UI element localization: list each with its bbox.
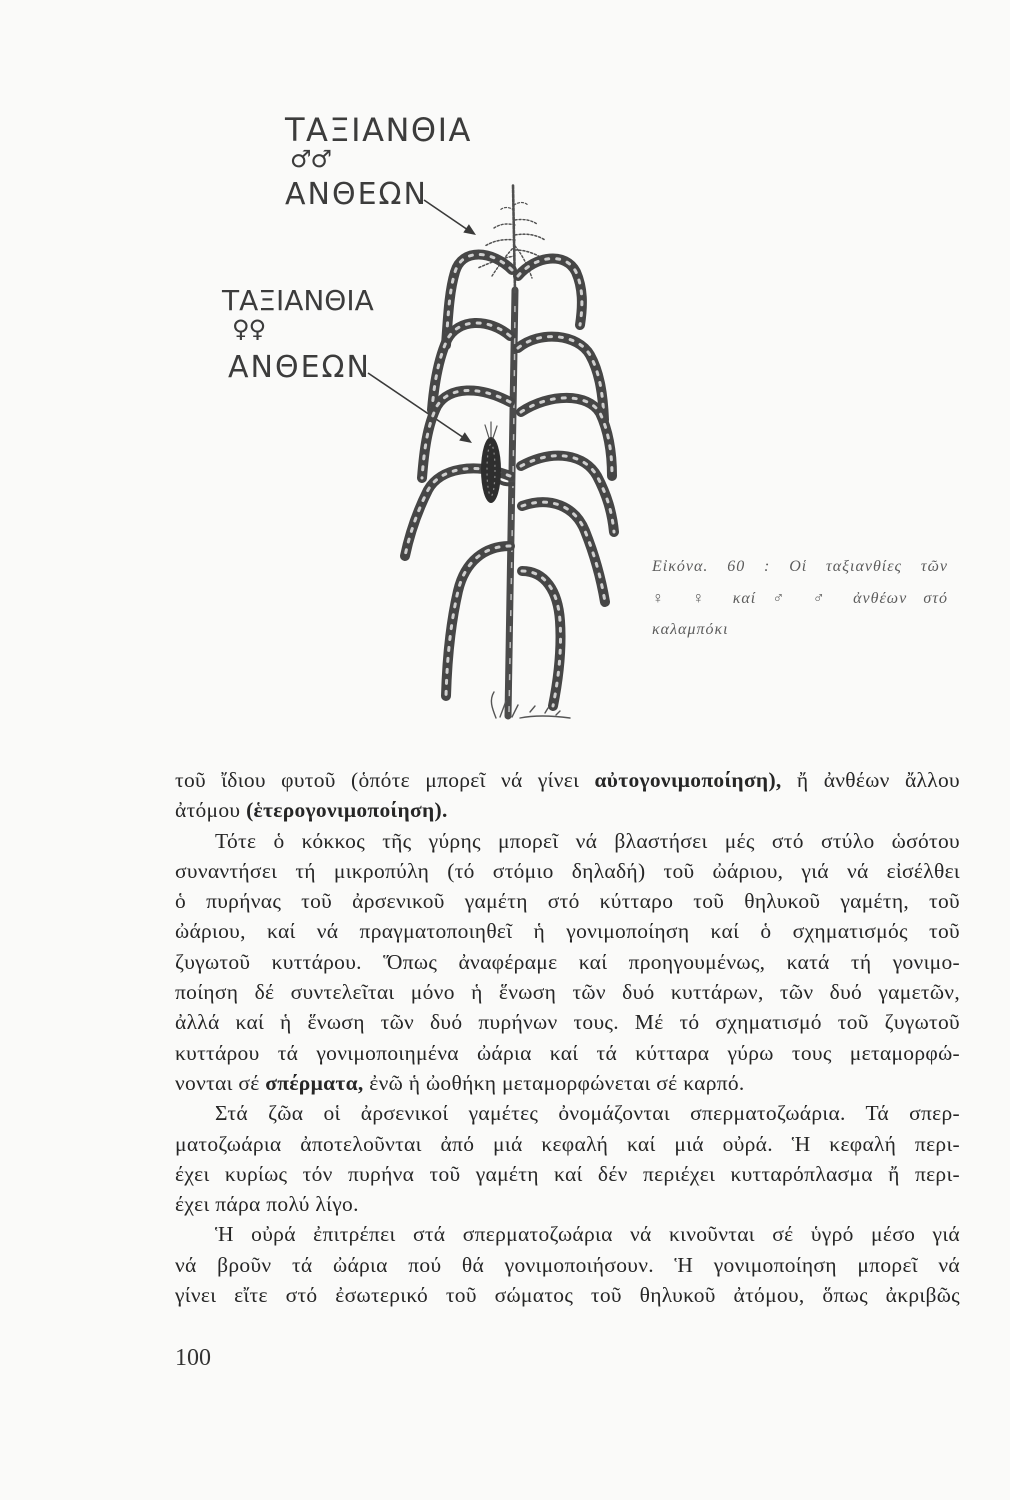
- stalk: [508, 290, 515, 716]
- male-inflorescence-label-title: ΤΑΞΙΑΝΘΙΑ: [285, 111, 472, 149]
- text-line: ἀλλά καί ἡ ἕνωση τῶν δυό πυρήνων τους. Μέ τό σχηματισμό τοῦ ζυγωτοῦ: [175, 1010, 960, 1035]
- leaf: [521, 456, 614, 532]
- text-segment: ἤ ἀνθέων ἄλλου: [781, 768, 960, 792]
- page-number: 100: [175, 1345, 211, 1371]
- text-line: [175, 795, 960, 825]
- paragraph: [175, 826, 960, 1099]
- text-line: ζυγωτοῦ κυττάρου. Ὅπως ἀναφέραμε καί προηγουμένως, κατά τή γονιμο-: [175, 949, 960, 974]
- text-line: κυττάρου τά γονιμοποιημένα ὠάρια καί τά κύτταρα γύρω τους μεταμορφώ-: [175, 1040, 960, 1065]
- caption-line: καλαμπόκι: [652, 621, 729, 638]
- arrow-to-male-tassel: [424, 200, 476, 235]
- text-line: συναντήσει τή μικροπύλη (τό στόμιο δηλαδή) τοῦ ὠάριου, γιά νά εἰσέλθει: [175, 858, 960, 883]
- text-segment: ἀτόμου: [175, 798, 247, 823]
- leaf: [522, 571, 561, 706]
- text-segment: ἐνῶ ἡ ὠοθήκη μεταμορφώνεται σέ καρπό.: [363, 1070, 745, 1095]
- text-line: γίνει εἴτε στό ἐσωτερικό τοῦ σώματος τοῦ θηλυκοῦ ἀτόμου, ὅπως ἀκριβῶς: [175, 1283, 960, 1308]
- leaf: [522, 502, 605, 602]
- male-inflorescence-label-subtitle: ΑΝΘΕΩΝ: [285, 177, 428, 212]
- female-symbols: ♀♀: [232, 315, 266, 343]
- leaf: [518, 259, 582, 325]
- text-line: ὠάριου, καί νά πραγματοποιηθεῖ ἡ γονιμοποίηση καί ὁ σχηματισμός τοῦ: [175, 919, 960, 944]
- bold-term: αὐτογονιμοποίηση),: [594, 768, 782, 792]
- text-line: νά βροῦν τά ὠάρια πού θά γονιμοποιήσουν. Ἡ γονιμοποίηση μπορεῖ νά: [175, 1252, 960, 1277]
- text-line: Τότε ὁ κόκκος τῆς γύρης μπορεῖ νά βλαστήσει μές στό στύλο ὡσότου: [215, 828, 960, 853]
- caption-line: Εἰκόνα. 60 : Οἱ ταξιανθίες τῶν: [652, 558, 948, 575]
- text-line: ὁ πυρήνας τοῦ ἀρσενικοῦ γαμέτη στό κύτταρο τοῦ θηλυκοῦ γαμέτη, τοῦ: [175, 889, 960, 914]
- text-segment: νονται σέ: [175, 1070, 266, 1095]
- text-line: Ἡ οὐρά ἐπιτρέπει στά σπερματοζωάρια νά κινοῦνται σέ ὑγρό μέσο γιά: [215, 1222, 960, 1247]
- leaf: [446, 546, 510, 696]
- arrow-to-female-ear: [368, 373, 472, 443]
- female-inflorescence-label-subtitle: ΑΝΘΕΩΝ: [228, 350, 371, 385]
- female-inflorescence-label-title: ΤΑΞΙΑΝΘΙΑ: [222, 284, 374, 317]
- text-line: ποίηση δέ συντελεῖται μόνο ἡ ἕνωση τῶν δυό κυττάρων, τῶν δυό γαμετῶν,: [175, 980, 960, 1005]
- male-symbols: ♂♂: [290, 145, 332, 173]
- caption-line: ♀ ♀ καί ♂ ♂ ἀνθέων στό: [652, 589, 948, 607]
- paragraph: [175, 765, 960, 826]
- text-line: έχει πάρα πολύ λίγο.: [175, 1192, 359, 1217]
- text-line: [175, 765, 960, 795]
- text-line: Στά ζῶα οἱ ἀρσενικοί γαμέτες ὀνομάζονται σπερματοζωάρια. Τά σπερ-: [215, 1101, 960, 1126]
- text-line: έχει κυρίως τόν πυρήνα τοῦ γαμέτη καί δέν περιέχει κυτταρόπλασμα ἤ περι-: [175, 1161, 960, 1186]
- text-segment: τοῦ ἴδιου φυτοῦ (ὁπότε μπορεῖ νά γίνει: [175, 768, 595, 792]
- paragraph: [175, 1219, 960, 1310]
- paragraph: [175, 1098, 960, 1219]
- text-line: ματοζωάρια ἀποτελοῦνται ἀπό μιά κεφαλή καί μιά οὐρά. Ἡ κεφαλή περι-: [175, 1131, 960, 1156]
- figure-caption: [652, 551, 948, 646]
- bold-term: σπέρματα,: [265, 1070, 364, 1095]
- body-text: [175, 765, 960, 1310]
- text-line: [175, 1068, 960, 1098]
- bold-term: (ἑτερογονιμοποίηση).: [246, 798, 448, 823]
